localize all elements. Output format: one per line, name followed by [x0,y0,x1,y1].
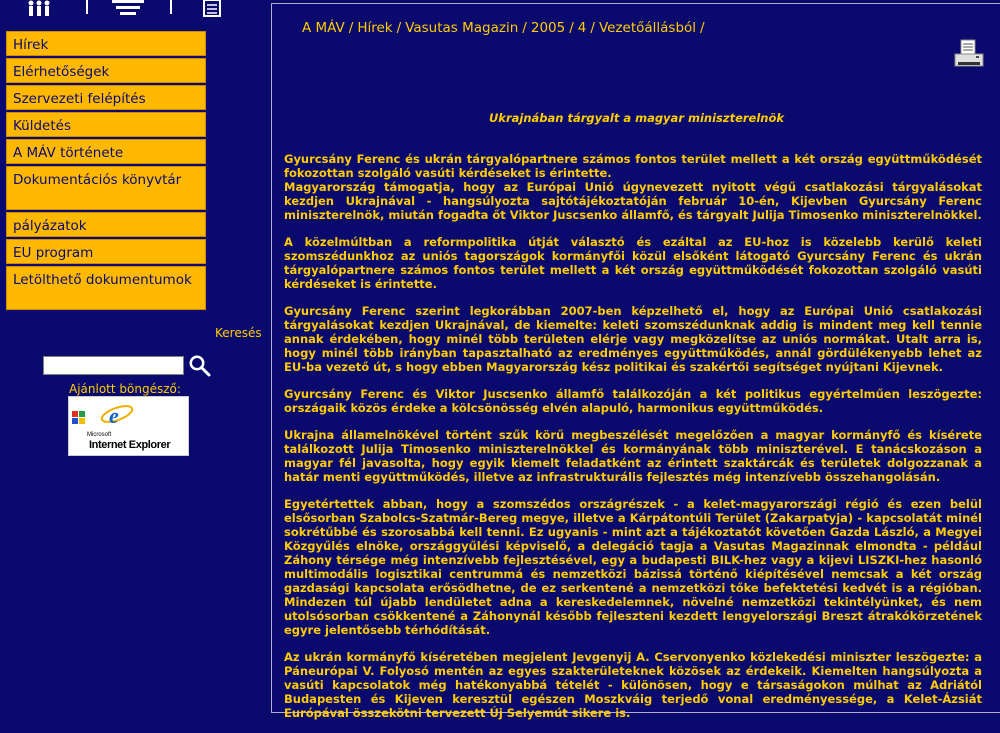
article-paragraph: Gyurcsány Ferenc és Viktor Juscsenko államfő találkozóján a két politikus egyértelműen leszögezte: országaik közös érdeke a kölcsönösség elvén alapuló, harmonikus együttműködés. [284,387,982,415]
logo-internet-explorer-text: Internet Explorer [89,439,171,451]
breadcrumb [302,20,709,36]
breadcrumb-separator: / [700,20,705,36]
menu-item-szervezeti-felepites[interactable]: Szervezeti felépítés [6,85,206,110]
breadcrumb-item[interactable]: 2005 [530,20,566,36]
printer-icon[interactable] [954,38,984,72]
breadcrumb-item[interactable]: Hírek [357,20,393,36]
menu-item-mav-tortenete[interactable]: A MÁV története [6,139,206,164]
article-title: Ukrajnában tárgyalt a magyar miniszterelnök [488,111,785,125]
breadcrumb-item[interactable]: Vasutas Magazin [405,20,519,36]
people-icon[interactable] [26,0,52,20]
search-label: Keresés [215,326,262,340]
breadcrumb-separator: / [348,20,354,36]
menu-item-eu-program[interactable]: EU program [6,239,206,264]
breadcrumb-separator: / [569,20,574,36]
documents-icon[interactable] [203,0,225,20]
svg-text:e: e [109,403,119,428]
magnifier-icon[interactable] [188,354,212,378]
breadcrumb-separator: / [590,20,595,36]
top-separator [86,0,88,14]
menu-item-hirek[interactable]: Hírek [6,31,206,56]
content-panel [271,3,1000,720]
logo-microsoft-text: Microsoft [87,432,112,438]
breadcrumb-separator: / [396,20,402,36]
main-menu [6,31,206,312]
article-body [284,152,982,733]
search-input[interactable] [43,356,184,375]
article-paragraph: A közelmúltban a reformpolitika útját választó és ezáltal az EU-hoz is közelebb kerülő keleti szomszédunkhoz az uniós tagországok kormányfői közül elsőként látogató Gyurcsány Ferenc és ukrán tárgyalópartnere számos fontos terület mellett a két ország együttműködését fokozottan szolgáló vasúti kérdéseket is érintette. [284,235,982,291]
article-paragraph: Gyurcsány Ferenc szerint legkorábban 2007-ben képzelhető el, hogy az Európai Unió csatlakozási tárgyalásokat kezdjen Ukrajnával, de kiemelte: keleti szomszédunknak addig is mindent meg kell tennie annak érdekében, hogy minél több területen elérje vagy megközelítse az uniós normákat. Utalt arra is, hogy minél több irányban tapasztalható az eredményes együttműködés, annál gördülékenyebb lehet az EU-ba vezető út, s hogy ebben Magyarország kész politikai és szakértői segítséget nyújtani Kijevnek. [284,304,982,374]
article-paragraph: Ukrajna államelnökével történt szűk körű megbeszélését megelőzően a magyar kormányfő és kísérete találkozott Julija Timosenko miniszterelnökkel és kormányának több miniszterével. E tanácskozáson a magyar fél javasolta, hogy egyik kiemelt feladatként az érintett szaktárcák és területek dolgozzanak a határ menti együttműködés, illetve az infrastrukturális fejlesztés még intenzívebb összehangolásán. [284,428,982,484]
breadcrumb-item[interactable]: Vezetőállásból [598,20,697,36]
breadcrumb-item[interactable]: A MÁV [302,20,345,36]
article-paragraph: Az ukrán kormányfő kíséretében megjelent Jevgenyij A. Cservonyenko közlekedési miniszter leszögezte: a Páneurópai V. Folyosó mentén az egyes szakterületeknek közösek az érdekeik. Kiemelten hangsúlyozta a vasúti kapcsolatok még hatékonyabbá tételét - különösen, hogy e társaságokon múlhat az Adriától Budapesten és Kijeven keresztül egészen Moszkváig terjedő vonal eredményessége, a Kelet-Ázsiát Európával összekötni tervezett Új Selyemút sikere is. [284,650,982,720]
article-paragraph: Magyarország támogatja, hogy az Európai Unió úgynevezett nyitott végű csatlakozási tárgyalásokat kezdjen Ukrajnával - hangsúlyozta sajtótájékoztatóján február 10-én, Kijevben Gyurcsány Ferenc miniszterelnök, miután fogadta őt Viktor Juscsenko államfő, és tárgyalt Julija Timosenko miniszterelnökkel. [284,180,982,222]
top-separator [170,0,172,14]
menu-item-letoltheto-dokumentumok[interactable]: Letölthető dokumentumok [6,266,206,310]
menu-item-kuldetes[interactable]: Küldetés [6,112,206,137]
organization-icon[interactable] [112,0,144,18]
article-paragraph: Egyetértettek abban, hogy a szomszédos országrészek - a kelet-magyarországi régió és ezen belül elsősorban Szabolcs-Szatmár-Bereg megye, illetve a Kárpátontúli Terület (Zakarpatyja) - kapcsolatát minél sokrétűbbé és szorosabbá kell tenni. Ez ugyanis - mint azt a tájékoztatót követően Gazda László, a Megyei Közgyűlés elnöke, országgyűlési képviselő, a delegáció tagja a Vasutas Magazinnak elmondta - például Záhony térsége még intenzívebb fejlesztésével, egy a budapesti BILK-hez vagy a kijevi LISZKI-hez hasonló multimodális logisztikai centrummá és nemzetközi bázissá történő kiépítésével nemcsak a két ország gazdasági kapcsolata erősödhetne, de ez serkentené a nemzetközi tőke befektetési kedvét is a régióban. Mindezen túl újabb lendületet adna a kereskedelemnek, növelné nemzetközi tekintélyünket, és nem utolsósorban csökkentené a Záhonynál később fejleszteni kezdett lengyelországi Breszt átrakókörzetének egyre jelentősebb térhódítását. [284,497,982,637]
menu-item-elerhetosegek[interactable]: Elérhetőségek [6,58,206,83]
breadcrumb-item[interactable]: 4 [577,20,587,36]
breadcrumb-separator: / [522,20,527,36]
recommended-browser-label: Ajánlott böngésző: [69,382,181,396]
internet-explorer-logo[interactable] [68,396,189,456]
article-paragraph: Gyurcsány Ferenc és ukrán tárgyalópartnere számos fontos terület mellett a két ország együttműködését fokozottan szolgáló vasúti kérdéseket is érintette. [284,152,982,180]
menu-item-palyazatok[interactable]: pályázatok [6,212,206,237]
menu-item-dokumentacios-konyvtar[interactable]: Dokumentációs könyvtár [6,166,206,210]
